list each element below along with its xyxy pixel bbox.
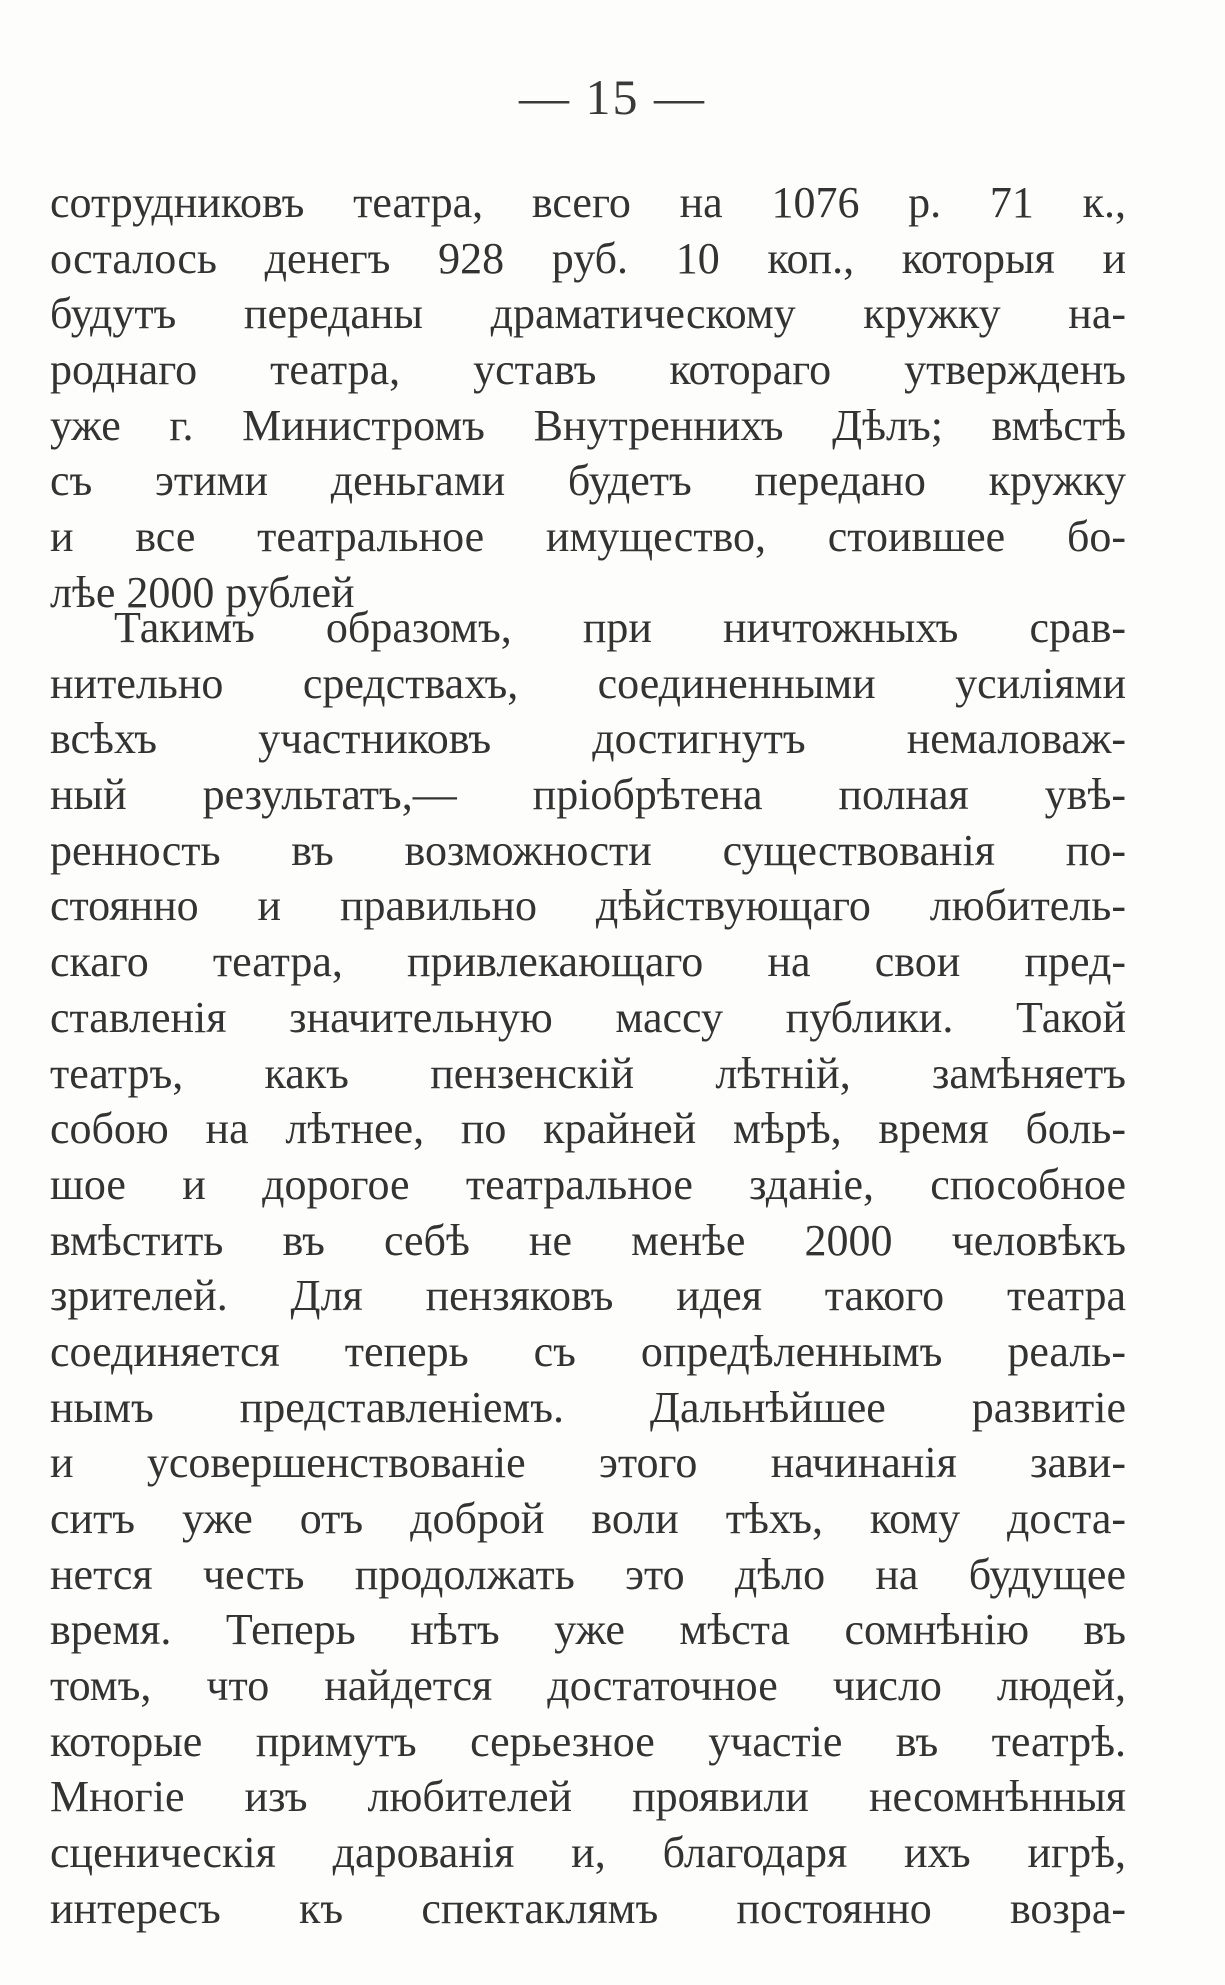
paragraph-2 <box>50 600 1126 1937</box>
text-line: сценическія дарованія и, благодаря ихъ игрѣ, <box>50 1828 1126 1878</box>
text-line: нется честь продолжать это дѣло на будущее <box>50 1549 1126 1599</box>
text-line: скаго театра, привлекающаго на свои пред- <box>50 937 1126 987</box>
text-line: всѣхъ участниковъ достигнутъ немаловаж- <box>50 714 1126 764</box>
text-line: лѣе 2000 рублей <box>50 567 355 617</box>
text-line: ситъ уже отъ доброй воли тѣхъ, кому доста- <box>50 1494 1126 1543</box>
text-line: съ этими деньгами будетъ передано кружку <box>50 456 1126 506</box>
text-line: и все театральное имущество, стоившее бо- <box>50 512 1126 562</box>
text-line: ставленія значительную массу публики. Такой <box>50 992 1126 1042</box>
page-number: — 15 — <box>519 69 706 125</box>
paragraph-1 <box>50 175 1126 621</box>
text-line: ренность въ возможности существованія по- <box>50 825 1126 875</box>
text-line: стоянно и правильно дѣйствующаго любитель- <box>50 881 1126 931</box>
text-line: уже г. Министромъ Внутреннихъ Дѣлъ; вмѣстѣ <box>50 400 1126 450</box>
text-line: сотрудниковъ театра, всего на 1076 р. 71 к., <box>50 178 1126 227</box>
text-line: осталось денегъ 928 руб. 10 коп., которыя и <box>50 233 1126 283</box>
text-line: роднаго театра, уставъ котораго утвержденъ <box>50 345 1126 395</box>
text-line: нительно средствахъ, соединенными усиліями <box>50 658 1126 708</box>
text-line: шое и дорогое театральное зданіе, способное <box>50 1159 1126 1209</box>
text-line: театръ, какъ пензенскій лѣтній, замѣняетъ <box>50 1048 1126 1098</box>
text-line: собою на лѣтнее, по крайней мѣрѣ, время боль- <box>50 1104 1126 1154</box>
text-line: время. Теперь нѣтъ уже мѣста сомнѣнію въ <box>50 1605 1126 1655</box>
text-line: будутъ переданы драматическому кружку на- <box>50 289 1126 339</box>
text-line: томъ, что найдется достаточное число людей, <box>50 1661 1126 1711</box>
text-line: Многіе изъ любителей проявили несомнѣнныя <box>50 1772 1126 1822</box>
text-line: интересъ къ спектаклямъ постоянно возра- <box>50 1883 1126 1933</box>
text-line: зрителей. Для пензяковъ идея такого театра <box>50 1271 1126 1321</box>
text-line: ный результатъ,— пріобрѣтена полная увѣ- <box>50 770 1126 820</box>
text-line: которые примутъ серьезное участіе въ театрѣ. <box>50 1716 1126 1766</box>
text-line: и усовершенствованіе этого начинанія зави- <box>50 1438 1126 1488</box>
text-line: вмѣстить въ себѣ не менѣе 2000 человѣкъ <box>50 1215 1126 1265</box>
text-line: нымъ представленіемъ. Дальнѣйшее развитіе <box>50 1382 1126 1432</box>
text-line: Такимъ образомъ, при ничтожныхъ срав- <box>114 603 1126 652</box>
text-line: соединяется теперь съ опредѣленнымъ реаль- <box>50 1326 1126 1376</box>
